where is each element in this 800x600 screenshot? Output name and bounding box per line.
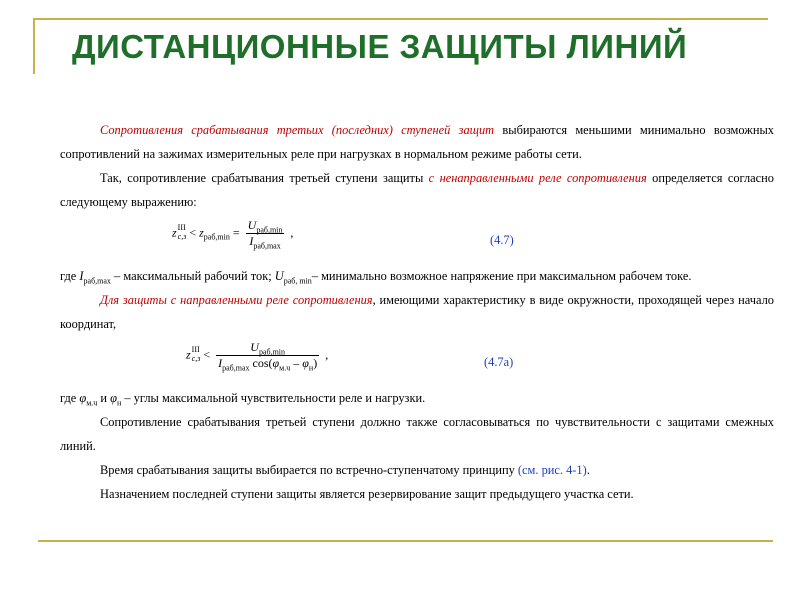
figure-reference-link[interactable]: (см. рис. 4-1) — [517, 463, 587, 477]
formula: z III с,з < $\frac{U_{раб,min}}{I_{раб,max} \cos(\varphi_{м.ч} - \varphi_н)}$ , — [186, 340, 329, 373]
highlight-text: с ненаправленными реле сопротивления — [428, 171, 647, 185]
paragraph-6: Сопротивление срабатывания третьей ступени должно также согласовываться по чувствительности с защитами смежных линий. — [60, 415, 774, 453]
paragraph-7: Время срабатывания защиты выбирается по встречно-ступенчатому принципу (см. рис. 4-1). — [100, 463, 590, 477]
paragraph-5: где $\varphi_{м.ч}$ и $\varphi_н$ – углы максимальной чувствительности реле и нагрузки. — [60, 391, 426, 408]
left-rule — [33, 18, 35, 74]
equation-4-7a — [60, 336, 774, 386]
formula: z III с,з < $z_{раб,min}$ = $\frac{U_{раб,min}}{I_{раб,max}}$ , — [172, 218, 294, 251]
slide-body — [60, 118, 774, 506]
bottom-rule — [38, 540, 773, 542]
highlight-text: Для защиты с направленными реле сопротивления — [100, 293, 373, 307]
paragraph-3: где $I_{раб,max}$ – максимальный рабочий ток; $U_{раб, min}-$ минимально возможное напряжение при максимальном рабочем токе. — [60, 269, 692, 286]
equation-number: (4.7а) — [484, 355, 514, 369]
slide-title: ДИСТАНЦИОННЫЕ ЗАЩИТЫ ЛИНИЙ — [72, 28, 688, 65]
top-rule — [33, 18, 768, 20]
highlight-text: Сопротивления срабатывания третьих (последних) ступеней защит — [100, 123, 495, 137]
paragraph-1: Сопротивления срабатывания третьих (последних) ступеней защит выбираются меньшими минимально возможных сопротивлений на зажимах измерительных реле при нагрузках в нормальном режиме работы сети. — [60, 123, 774, 161]
paragraph-4: Для защиты с направленными реле сопротивления, имеющими характеристику в виде окружности, проходящей через начало координат, — [60, 293, 774, 331]
equation-number: (4.7) — [490, 233, 514, 247]
paragraph-2: Так, сопротивление срабатывания третьей ступени защиты с ненаправленными реле сопротивления определяется согласно следующему выражению: — [60, 171, 774, 209]
paragraph-8: Назначением последней ступени защиты является резервирование защит предыдущего участка сети. — [100, 487, 634, 501]
equation-4-7 — [60, 214, 774, 264]
